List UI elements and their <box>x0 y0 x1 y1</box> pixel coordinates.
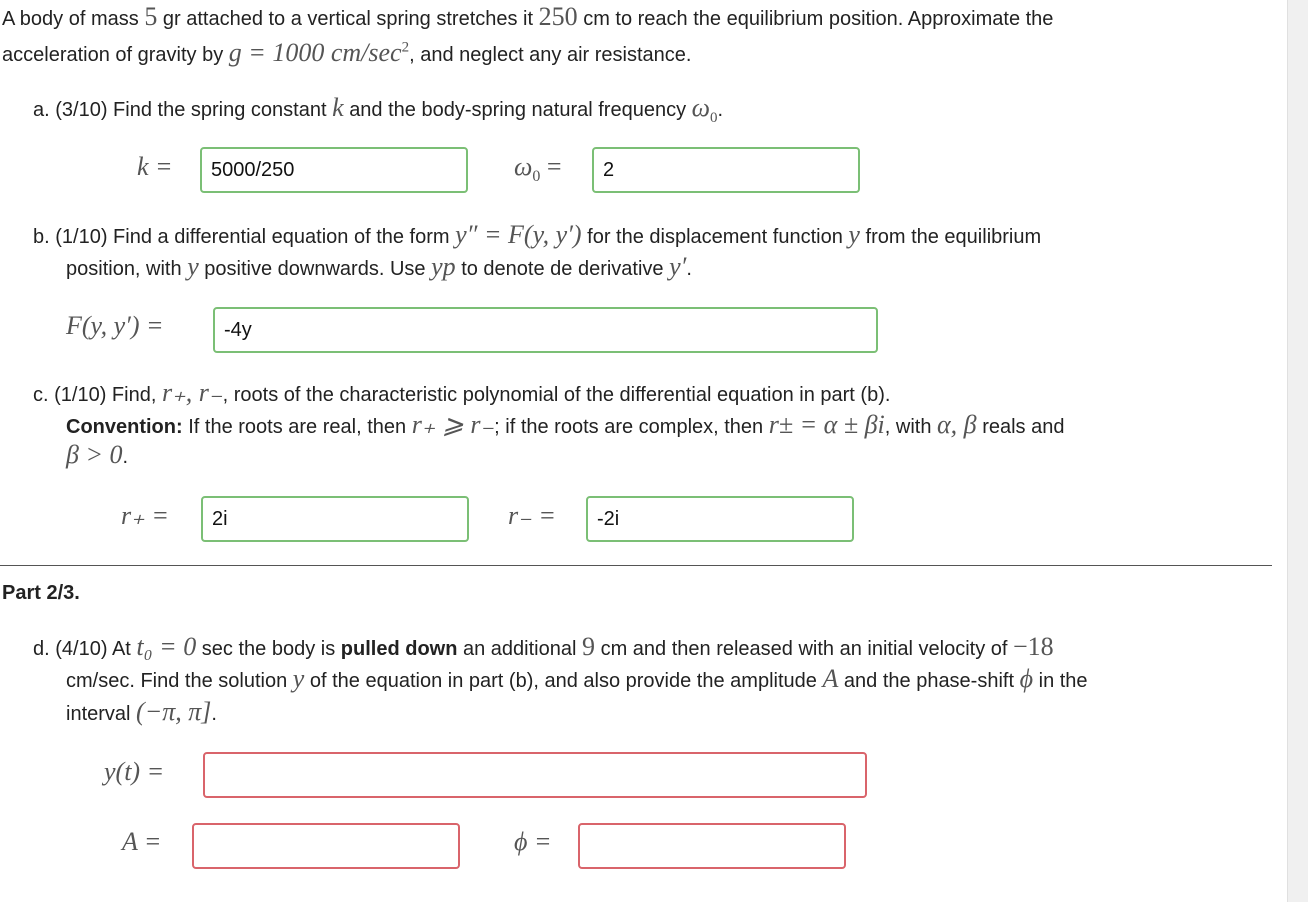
question-text: (1/10) Find a differential equation of the form <box>55 226 450 248</box>
mass-value: 5 <box>144 2 158 31</box>
y-symbol: y <box>292 664 305 693</box>
question-text: sec the body is <box>201 638 336 660</box>
question-text: for the displacement function <box>587 226 843 248</box>
question-text: ; if the roots are complex, then <box>494 416 764 438</box>
question-text: , with <box>884 416 932 438</box>
intro-text: cm to reach the equilibrium position. Approximate the <box>583 8 1054 30</box>
omega-input[interactable] <box>592 147 860 193</box>
intro-text: , and neglect any air resistance. <box>409 44 692 66</box>
question-text: to denote de derivative <box>461 258 664 280</box>
y-symbol: y <box>848 220 860 249</box>
emphasis-text: pulled down <box>340 638 458 660</box>
part-d-question-line-2 <box>66 664 1088 694</box>
question-text: (3/10) Find the spring constant <box>55 99 327 121</box>
yp-symbol: yp <box>431 252 456 281</box>
question-text: cm/sec. Find the solution <box>66 670 288 692</box>
part-c-convention-line <box>66 410 1064 440</box>
part-2-heading: Part 2/3. <box>2 582 80 604</box>
k-label: k = <box>137 152 173 181</box>
k-symbol: k <box>332 93 344 122</box>
period: . <box>122 446 129 468</box>
question-text: of the equation in part (b), and also provide the amplitude <box>309 670 817 692</box>
scrollbar-track[interactable] <box>1287 0 1308 902</box>
part-divider <box>0 565 1272 566</box>
interval-expression: (−π, π] <box>136 697 212 726</box>
intro-text: A body of mass <box>2 8 139 30</box>
beta-positive: β > 0 <box>66 440 123 469</box>
question-text: from the equilibrium <box>865 226 1042 248</box>
roots-inequality: r₊ ⩾ r₋ <box>411 410 495 439</box>
intro-text: gr attached to a vertical spring stretches it <box>162 8 534 30</box>
intro-line-2 <box>2 38 691 68</box>
gravity-expression: g = 1000 $cm/\sec^2$ <box>228 38 410 67</box>
question-text: and the body-spring natural frequency <box>349 99 687 121</box>
question-text: an additional <box>463 638 577 660</box>
complex-roots-expression: r± = α ± βi <box>768 410 885 439</box>
question-text: , roots of the characteristic polynomial of the differential equation in part (b). <box>222 384 891 406</box>
item-label: a. <box>33 99 50 121</box>
convention-label: Convention: <box>66 416 183 438</box>
r-minus-input[interactable] <box>586 496 854 542</box>
y-label: y(t) = <box>104 757 165 786</box>
part-c-beta-line <box>66 440 128 470</box>
question-text: in the <box>1038 670 1088 692</box>
item-label: d. <box>33 638 50 660</box>
velocity-value: −18 <box>1013 632 1054 661</box>
amplitude-input[interactable] <box>192 823 460 869</box>
question-text: interval <box>66 703 131 725</box>
r-plus-label: r₊ = <box>121 501 169 530</box>
phase-input[interactable] <box>578 823 846 869</box>
period: . <box>211 703 217 725</box>
part-d-question-line-3 <box>66 697 217 727</box>
k-input[interactable] <box>200 147 468 193</box>
f-input[interactable] <box>213 307 878 353</box>
yprime-symbol: y′ <box>669 252 687 281</box>
ode-form: y″ = F(y, y′) <box>455 220 582 249</box>
intro-text: acceleration of gravity by <box>2 44 224 66</box>
question-text: reals and <box>982 416 1065 438</box>
stretch-value: 250 <box>538 2 578 31</box>
question-text: cm and then released with an initial velocity of <box>600 638 1008 660</box>
part-b-question-line-1 <box>33 220 1041 250</box>
amplitude-symbol: A <box>822 664 839 693</box>
part-d-question-line-1 <box>33 632 1054 662</box>
amplitude-label: A = <box>122 827 162 856</box>
question-text: (1/10) Find, <box>54 384 157 406</box>
phase-symbol: ϕ <box>1019 664 1034 693</box>
alpha-beta-symbols: α, β <box>937 410 977 439</box>
question-text: position, with <box>66 258 182 280</box>
omega-label: $\omega_0$ = <box>514 152 562 186</box>
question-text: (4/10) At <box>55 638 131 660</box>
roots-symbols: r₊, r₋ <box>161 378 223 407</box>
phase-label: ϕ = <box>514 827 552 856</box>
t0-expression: t₀ = 0 <box>136 632 197 661</box>
distance-value: 9 <box>582 632 595 661</box>
question-text: and the phase-shift <box>843 670 1015 692</box>
part-a-question <box>33 93 723 127</box>
omega-symbol: $\omega_0$ <box>691 93 718 127</box>
r-plus-input[interactable] <box>201 496 469 542</box>
item-label: c. <box>33 384 49 406</box>
part-b-question-line-2 <box>66 252 692 282</box>
f-label: F(y, y′) = <box>66 311 164 340</box>
item-label: b. <box>33 226 50 248</box>
intro-line-1 <box>2 2 1053 32</box>
question-text: If the roots are real, then <box>188 416 407 438</box>
part-c-question-line-1 <box>33 378 890 408</box>
y-input[interactable] <box>203 752 867 798</box>
period: . <box>686 258 692 280</box>
question-text: positive downwards. Use <box>204 258 426 280</box>
period: . <box>717 99 724 121</box>
r-minus-label: r₋ = <box>508 501 556 530</box>
y-symbol: y <box>187 252 199 281</box>
